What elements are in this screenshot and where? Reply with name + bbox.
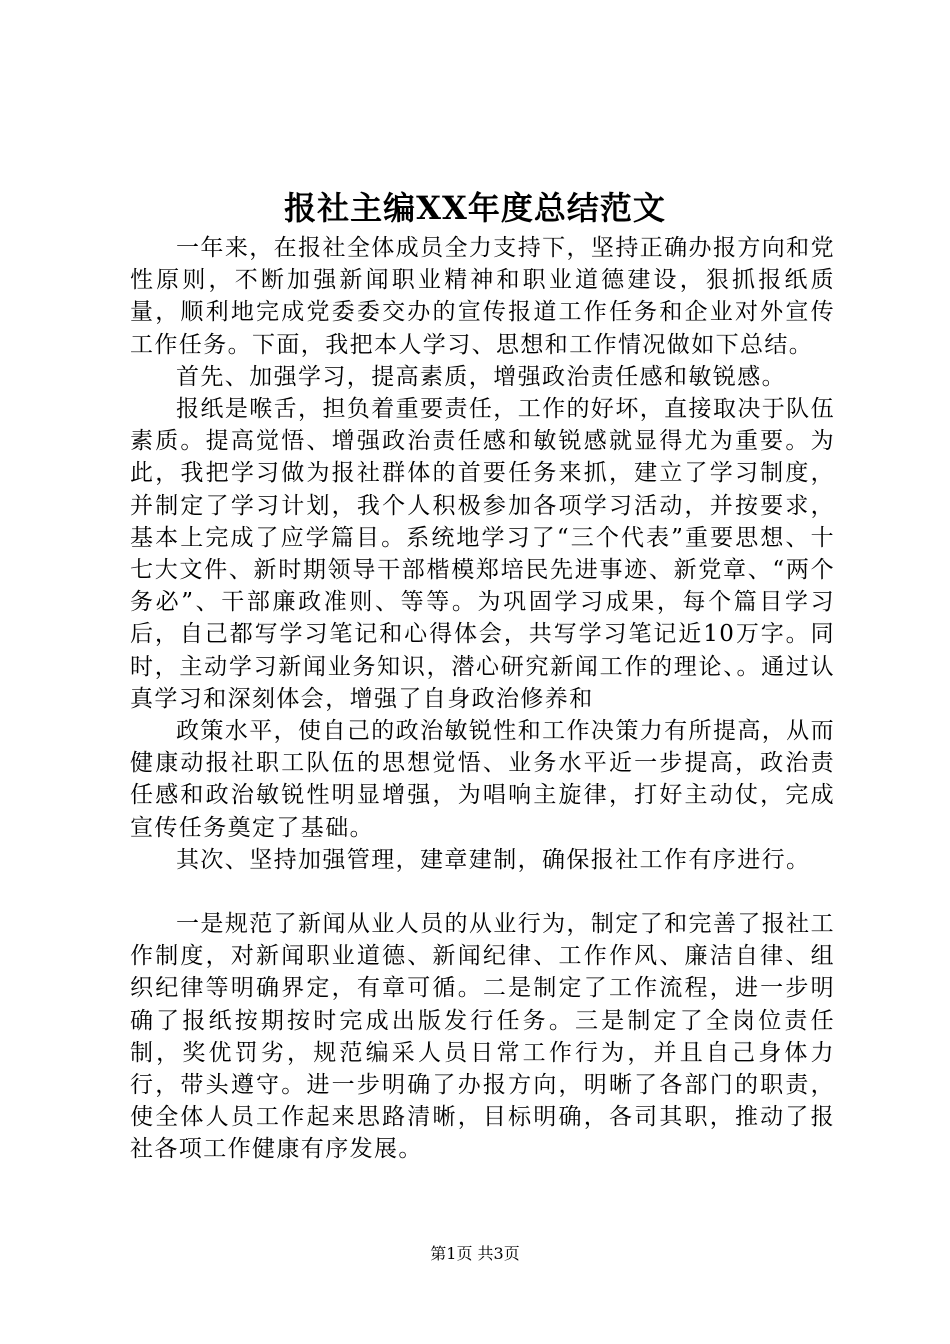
- paragraph-study: 报纸是喉舌，担负着重要责任，工作的好坏，直接取决于队伍素质。提高觉悟、增强政治责任感和敏锐感就显得尤为重要。为此，我把学习做为报社群体的首要任务来抓，建立了学习制度，并制定了学习计划，我个人积极参加各项学习活动，并按要求，基本上完成了应学篇目。系统地学习了“三个代表”重要思想、十七大文件、新时期领导干部楷模郑培民先进事迹、新党章、“两个务必”、干部廉政准则、等等。为巩固学习成果，每个篇目学习后，自己都写学习笔记和心得体会，共写学习笔记近10万字。同时，主动学习新闻业务知识，潜心研究新闻工作的理论、。通过认真学习和深刻体会，增强了自身政治修养和: [130, 396, 835, 712]
- paragraph-policy: 政策水平，使自己的政治敏锐性和工作决策力有所提高，从而健康动报社职工队伍的思想觉悟、业务水平近一步提高，政治责任感和政治敏锐性明显增强，为唱响主旋律，打好主动仗，完成宣传任务奠定了基础。: [130, 718, 835, 841]
- page-footer: 第1页 共3页: [430, 1244, 520, 1263]
- document-body: [130, 232, 835, 1166]
- paragraph-heading-second: 其次、坚持加强管理，建章建制，确保报社工作有序进行。: [176, 846, 811, 873]
- document-title: 报社主编XX年度总结范文: [284, 189, 666, 227]
- paragraph-management: 一是规范了新闻从业人员的从业行为，制定了和完善了报社工作制度，对新闻职业道德、新闻纪律、工作作风、廉洁自律、组织纪律等明确界定，有章可循。二是制定了工作流程，进一步明确了报纸按期按时完成出版发行任务。三是制定了全岗位责任制，奖优罚劣，规范编采人员日常工作行为，并且自己身体力行，带头遵守。进一步明确了办报方向，明晰了各部门的职责，使全体人员工作起来思路清晰，目标明确，各司其职，推动了报社各项工作健康有序发展。: [130, 911, 835, 1163]
- paragraph-heading-first: 首先、加强学习，提高素质，增强政治责任感和敏锐感。: [176, 363, 786, 390]
- paragraph-intro: 一年来，在报社全体成员全力支持下，坚持正确办报方向和党性原则，不断加强新闻职业精神和职业道德建设，狠抓报纸质量，顺利地完成党委委交办的宣传报道工作任务和企业对外宣传工作任务。下面，我把本人学习、思想和工作情况做如下总结。: [130, 235, 835, 358]
